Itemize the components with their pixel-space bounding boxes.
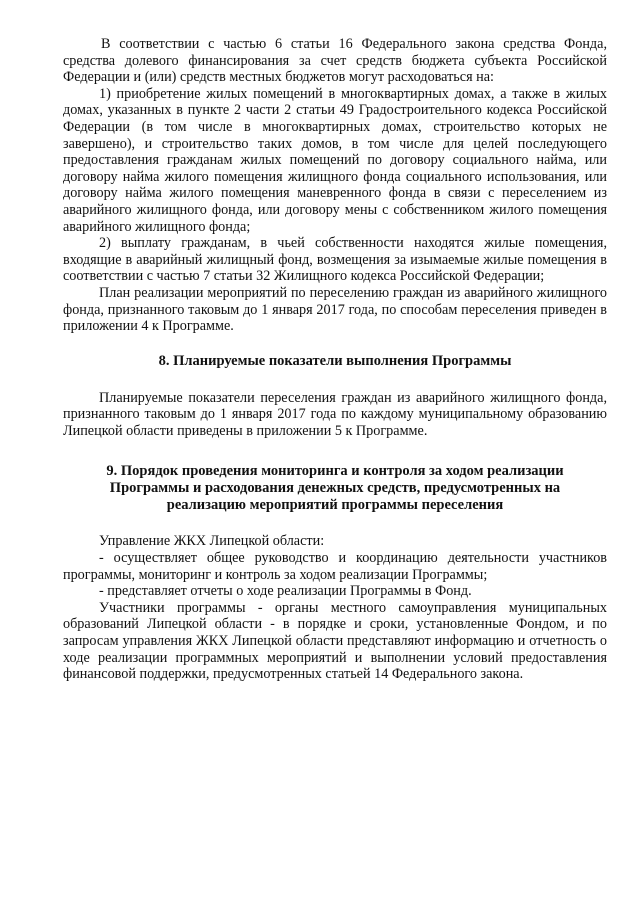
section-9-title-line-2: Программы и расходования денежных средств, предусмотренных на [109, 480, 561, 497]
authority-paragraph: Управление ЖКХ Липецкой области: [99, 533, 325, 550]
item-1-paragraph: 1) приобретение жилых помещений в многоквартирных домах, а также в жилых домах, указанных в пункте 2 части 2 статьи 49 Градостроительного кодекса Российской Федерации (в том числе в многоквартирных домах, строительство которых не завершено), и строительство таких домов, в том числе для целей последующего предоставления гражданам жилых помещений по договору социального найма, или договору найма жилого помещения жилищного фонда социального использования, или договору найма жилого помещения маневренного фонда в связи с переселением из аварийного жилищного фонда, или договору мены с собственником жилого помещения аварийного жилищного фонда; [63, 85, 607, 235]
section-8-title: 8. Планируемые показатели выполнения Программы [158, 352, 512, 369]
section-9-title [63, 463, 607, 514]
section-9-title-line-1: 9. Порядок проведения мониторинга и контроля за ходом реализации [106, 463, 564, 480]
section-9-title-line-3: реализацию мероприятий программы переселения [166, 497, 504, 514]
item-2-paragraph: 2) выплату гражданам, в чьей собственности находятся жилые помещения, входящие в аварийный жилищный фонд, возмещения за изымаемые жилые помещения в соответствии с частью 7 статьи 32 Жилищного кодекса Российской Федерации; [63, 235, 607, 285]
duty-1-paragraph: - осуществляет общее руководство и координацию деятельности участников программы, мониторинг и контроль за ходом реализации Программы; [63, 550, 607, 583]
intro-paragraph: В соответствии с частью 6 статьи 16 Федерального закона средства Фонда, средства долевого финансирования за счет средств бюджета субъекта Российской Федерации и (или) средств местных бюджетов могут расходоваться на: [63, 36, 607, 86]
section-8-paragraph: Планируемые показатели переселения граждан из аварийного жилищного фонда, признанного таковым до 1 января 2017 года по каждому муниципальному образованию Липецкой области приведены в приложении 5 к Программе. [63, 389, 607, 439]
participants-paragraph: Участники программы - органы местного самоуправления муниципальных образований Липецкой области - в порядке и сроки, установленные Фондом, и по запросам управления ЖКХ Липецкой области представляют информацию и отчетность о ходе реализации программных мероприятий и выполнении условий предоставления финансовой поддержки, предусмотренных статьей 14 Федерального закона. [63, 599, 607, 683]
plan-paragraph: План реализации мероприятий по переселению граждан из аварийного жилищного фонда, признанного таковым до 1 января 2017 года, по способам переселения приведен в приложении 4 к Программе. [63, 284, 607, 335]
duty-2-paragraph: - представляет отчеты о ходе реализации Программы в Фонд. [99, 583, 472, 600]
